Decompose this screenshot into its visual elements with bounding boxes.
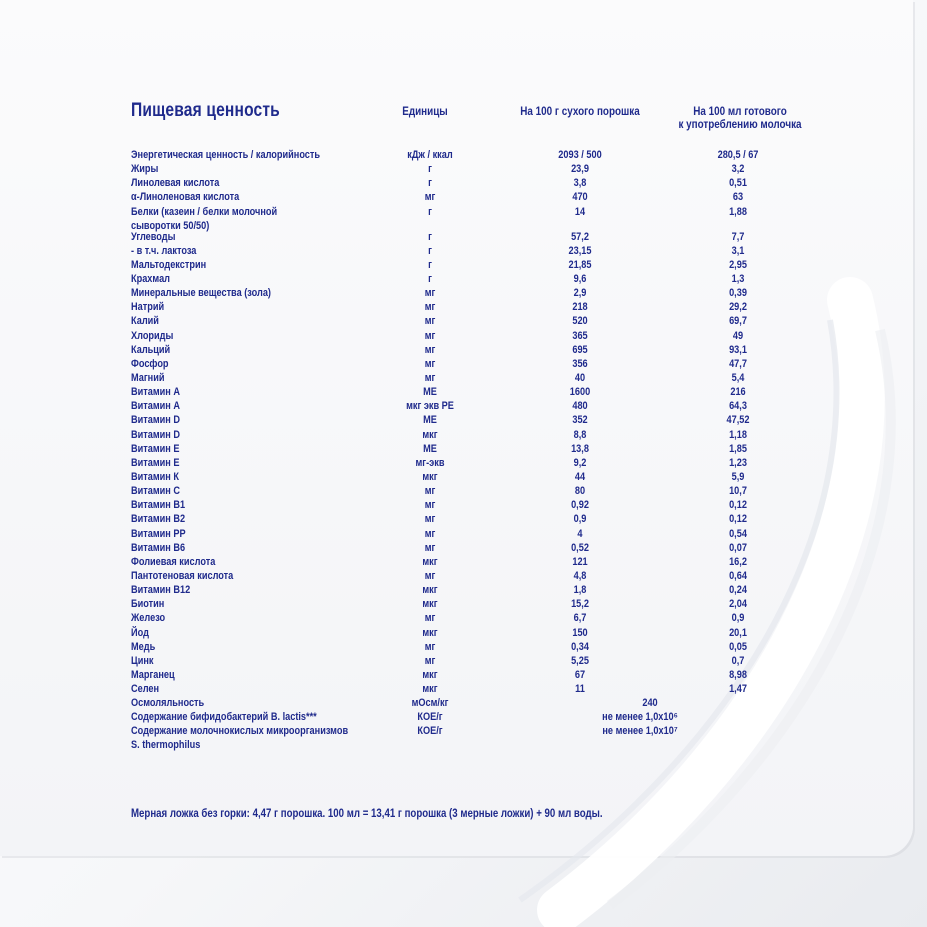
- nutrient-name-line: Хлориды: [131, 329, 174, 342]
- unit-cell: г: [428, 230, 432, 243]
- table-row: [0, 654, 927, 668]
- dry-value-cell: 0,52: [571, 541, 589, 554]
- nutrient-name-line: Витамин А: [131, 386, 181, 399]
- nutrient-name-line: Крахмал: [131, 272, 171, 285]
- nutrient-name-line: Марганец: [131, 668, 175, 681]
- dry-value-cell: 15,2: [571, 598, 589, 611]
- nutrient-name-line: Витамин К: [131, 470, 179, 483]
- unit-cell: КОЕ/г: [417, 725, 443, 738]
- table-row: [0, 258, 927, 272]
- table-row: [0, 148, 927, 162]
- unit-cell: МЕ: [423, 386, 437, 399]
- nutrient-name-line: Витамин D: [131, 428, 181, 441]
- table-row: [0, 314, 927, 328]
- footnote: Мерная ложка без горки: 4,47 г порошка. 100 мл = 13,41 г порошка (3 мерные ложки) + 90 мл воды.: [131, 808, 603, 820]
- ready-value-cell: 5,9: [731, 470, 745, 483]
- merged-value-cell: 240: [642, 697, 658, 710]
- nutrient-name: [131, 329, 344, 343]
- ready-value-cell: 0,54: [729, 527, 747, 540]
- ready-value-cell: 93,1: [729, 343, 747, 356]
- ready-value-cell: 0,51: [729, 177, 747, 190]
- table-row: [0, 470, 927, 484]
- nutrient-name-line: Мальтодекстрин: [131, 258, 207, 271]
- dry-value-cell: 352: [572, 414, 588, 427]
- nutrient-name-line: Биотин: [131, 598, 165, 611]
- nutrient-name-line: Содержание бифидобактерий B. lactis***: [131, 711, 317, 724]
- nutrient-name-line: Витамин D: [131, 414, 181, 427]
- nutrient-name-line: Содержание молочнокислых микроорганизмов: [131, 725, 349, 738]
- nutrient-name: [131, 626, 344, 640]
- dry-value-cell: 6,7: [573, 612, 587, 625]
- unit-cell: мг: [424, 541, 436, 554]
- nutrient-name: [131, 399, 344, 413]
- table-row: [0, 626, 927, 640]
- unit-cell: мг: [424, 654, 436, 667]
- dry-value-cell: 23,15: [568, 244, 592, 257]
- nutrient-name: [131, 640, 344, 654]
- nutrient-name: [131, 314, 344, 328]
- ready-value-cell: 5,4: [731, 371, 745, 384]
- nutrient-name: [131, 696, 344, 710]
- nutrient-name: [131, 555, 344, 569]
- ready-value-cell: 1,18: [729, 428, 747, 441]
- page-title: Пищевая ценность: [131, 100, 280, 121]
- dry-value-cell: 480: [572, 400, 588, 413]
- nutrient-name: [131, 272, 344, 286]
- unit-cell: мкг: [422, 598, 438, 611]
- table-row: [0, 428, 927, 442]
- nutrient-name: [131, 668, 344, 682]
- ready-value-cell: 0,7: [731, 654, 745, 667]
- dry-value-cell: 4: [577, 527, 583, 540]
- unit-cell: мг: [424, 315, 436, 328]
- ready-value-cell: 47,7: [729, 357, 747, 370]
- nutrient-name: [131, 512, 344, 526]
- unit-cell: г: [428, 258, 432, 271]
- nutrient-name-line: Минеральные вещества (зола): [131, 287, 271, 300]
- nutrient-name: [131, 428, 344, 442]
- nutrient-name-line: Магний: [131, 371, 165, 384]
- ready-value-cell: 0,05: [729, 640, 747, 653]
- unit-cell: г: [428, 205, 432, 218]
- unit-cell: мг: [424, 612, 436, 625]
- dry-value-cell: 2,9: [573, 287, 587, 300]
- dry-value-cell: 0,9: [573, 513, 587, 526]
- nutrient-name-line: сыворотки 50/50): [131, 219, 210, 232]
- merged-value-cell: не менее 1,0х10⁷: [602, 725, 678, 738]
- ready-value-cell: 0,12: [729, 513, 747, 526]
- ready-value-cell: 20,1: [729, 626, 747, 639]
- nutrient-name: [131, 442, 344, 456]
- dry-value-cell: 80: [574, 485, 586, 498]
- table-row: [0, 371, 927, 385]
- unit-cell: кДж / ккал: [407, 149, 453, 161]
- ready-value-cell: 0,64: [729, 569, 747, 582]
- dry-value-cell: 356: [572, 357, 588, 370]
- unit-cell: мкг: [422, 584, 438, 597]
- ready-value-cell: 0,12: [729, 499, 747, 512]
- nutrient-name: [131, 230, 344, 244]
- nutrient-name: [131, 724, 349, 752]
- dry-value-cell: 470: [572, 191, 588, 204]
- nutrient-name: [131, 244, 344, 258]
- column-header-ready-line1: На 100 мл готового: [693, 106, 787, 118]
- ready-value-cell: 1,3: [731, 272, 745, 285]
- nutrient-name-line: Жиры: [131, 163, 159, 176]
- table-row: [0, 668, 927, 682]
- table-row: [0, 583, 927, 597]
- dry-value-cell: 67: [574, 668, 586, 681]
- nutrient-name-line: S. thermophilus: [131, 739, 201, 752]
- nutrient-name-line: Фосфор: [131, 357, 169, 370]
- nutrient-name: [131, 371, 344, 385]
- nutrient-name: [131, 162, 344, 176]
- nutrient-name: [131, 205, 344, 233]
- table-row: [0, 724, 927, 752]
- ready-value-cell: 49: [732, 329, 744, 342]
- dry-value-cell: 9,6: [573, 272, 587, 285]
- ready-value-cell: 0,07: [729, 541, 747, 554]
- table-row: [0, 569, 927, 583]
- table-row: [0, 484, 927, 498]
- ready-value-cell: 29,2: [729, 301, 747, 314]
- table-row: [0, 597, 927, 611]
- ready-value-cell: 47,52: [726, 414, 750, 427]
- ready-value-cell: 0,9: [731, 612, 745, 625]
- ready-value-cell: 280,5 / 67: [717, 149, 759, 161]
- dry-value-cell: 0,34: [571, 640, 589, 653]
- nutrient-name-line: Железо: [131, 612, 166, 625]
- unit-cell: МЕ: [423, 414, 437, 427]
- nutrient-name: [131, 300, 344, 314]
- dry-value-cell: 0,92: [571, 499, 589, 512]
- unit-cell: мг: [424, 569, 436, 582]
- table-row: [0, 555, 927, 569]
- nutrient-name-line: Витамин В12: [131, 584, 191, 597]
- ready-value-cell: 1,85: [729, 442, 747, 455]
- nutrient-name-line: Натрий: [131, 301, 165, 314]
- dry-value-cell: 11: [575, 683, 585, 696]
- dry-value-cell: 520: [572, 315, 588, 328]
- table-row: [0, 329, 927, 343]
- dry-value-cell: 1600: [569, 386, 591, 399]
- dry-value-cell: 150: [572, 626, 588, 639]
- nutrient-name-line: Йод: [131, 626, 149, 639]
- nutrient-name-line: Фолиевая кислота: [131, 555, 216, 568]
- table-row: [0, 710, 927, 724]
- table-row: [0, 162, 927, 176]
- unit-cell: мг: [424, 640, 436, 653]
- nutrient-name: [131, 343, 344, 357]
- ready-value-cell: 2,95: [729, 258, 747, 271]
- nutrient-name: [131, 190, 344, 204]
- nutrient-name-line: Витамин В6: [131, 541, 186, 554]
- nutrient-name: [131, 470, 344, 484]
- ready-value-cell: 2,04: [729, 598, 747, 611]
- nutrient-name-line: Энергетическая ценность / калорийность: [131, 149, 321, 161]
- nutrient-name: [131, 357, 344, 371]
- table-row: [0, 286, 927, 300]
- nutrient-name-line: Селен: [131, 683, 160, 696]
- unit-cell: мкг: [422, 555, 438, 568]
- unit-cell: мг: [424, 527, 436, 540]
- nutrient-name-line: Витамин А: [131, 400, 181, 413]
- unit-cell: мОсм/кг: [411, 697, 449, 710]
- table-row: [0, 190, 927, 204]
- nutrient-name-line: Витамин В1: [131, 499, 186, 512]
- nutrient-name-line: Углеводы: [131, 230, 176, 243]
- nutrient-name-line: Цинк: [131, 654, 154, 667]
- nutrient-name: [131, 710, 344, 724]
- nutrient-name: [131, 413, 344, 427]
- unit-cell: мг: [424, 371, 436, 384]
- unit-cell: г: [428, 272, 432, 285]
- ready-value-cell: 3,2: [731, 163, 745, 176]
- nutrient-name-line: Кальций: [131, 343, 171, 356]
- nutrient-name-line: Линолевая кислота: [131, 177, 220, 190]
- column-header-ready-line2: к употреблению молочка: [678, 119, 802, 131]
- dry-value-cell: 1,8: [573, 584, 587, 597]
- nutrient-name-line: Белки (казеин / белки молочной: [131, 205, 278, 218]
- ready-value-cell: 1,88: [729, 205, 747, 218]
- ready-value-cell: 1,23: [729, 456, 747, 469]
- table-row: [0, 541, 927, 555]
- nutrient-name-line: Витамин Е: [131, 456, 180, 469]
- unit-cell: мг: [424, 513, 436, 526]
- table-row: [0, 399, 927, 413]
- nutrient-name-line: Калий: [131, 315, 159, 328]
- nutrient-name-line: Витамин Е: [131, 442, 180, 455]
- table-row: [0, 205, 927, 230]
- nutrient-name: [131, 682, 344, 696]
- nutrient-name: [131, 498, 344, 512]
- unit-cell: мг: [424, 329, 436, 342]
- ready-value-cell: 1,47: [729, 683, 747, 696]
- table-row: [0, 230, 927, 244]
- unit-cell: мкг экв РЕ: [406, 400, 454, 413]
- column-header-units: Единицы: [402, 106, 448, 118]
- unit-cell: мкг: [422, 428, 438, 441]
- table-row: [0, 343, 927, 357]
- table-row: [0, 176, 927, 190]
- table-row: [0, 498, 927, 512]
- unit-cell: г: [428, 244, 432, 257]
- unit-cell: мг: [424, 191, 436, 204]
- table-row: [0, 512, 927, 526]
- merged-value-cell: не менее 1,0х10⁶: [602, 711, 678, 724]
- nutrient-name: [131, 569, 344, 583]
- nutrient-name: [131, 611, 344, 625]
- unit-cell: г: [428, 177, 432, 190]
- ready-value-cell: 8,98: [729, 668, 747, 681]
- nutrient-name: [131, 176, 344, 190]
- ready-value-cell: 63: [732, 191, 744, 204]
- table-row: [0, 696, 927, 710]
- nutrient-name: [131, 456, 344, 470]
- nutrient-name: [131, 385, 344, 399]
- table-row: [0, 640, 927, 654]
- unit-cell: мг-экв: [415, 456, 445, 469]
- table-row: [0, 272, 927, 286]
- dry-value-cell: 13,8: [571, 442, 589, 455]
- unit-cell: МЕ: [423, 442, 437, 455]
- dry-value-cell: 21,85: [568, 258, 592, 271]
- unit-cell: мг: [424, 485, 436, 498]
- nutrient-name: [131, 597, 344, 611]
- dry-value-cell: 2093 / 500: [558, 149, 602, 161]
- unit-cell: мг: [424, 301, 436, 314]
- unit-cell: мкг: [422, 668, 438, 681]
- unit-cell: мкг: [422, 470, 438, 483]
- dry-value-cell: 4,8: [573, 569, 587, 582]
- dry-value-cell: 57,2: [571, 230, 589, 243]
- table-row: [0, 385, 927, 399]
- nutrient-name: [131, 583, 344, 597]
- nutrient-name-line: - в т.ч. лактоза: [131, 244, 197, 257]
- ready-value-cell: 64,3: [729, 400, 747, 413]
- dry-value-cell: 40: [574, 371, 586, 384]
- dry-value-cell: 5,25: [571, 654, 589, 667]
- dry-value-cell: 14: [574, 205, 586, 218]
- table-row: [0, 682, 927, 696]
- table-row: [0, 527, 927, 541]
- unit-cell: КОЕ/г: [417, 711, 443, 724]
- dry-value-cell: 8,8: [573, 428, 587, 441]
- nutrient-name: [131, 654, 344, 668]
- nutrient-name: [131, 286, 344, 300]
- nutrient-name-line: Витамин РР: [131, 527, 186, 540]
- unit-cell: мкг: [422, 626, 438, 639]
- ready-value-cell: 7,7: [731, 230, 745, 243]
- ready-value-cell: 0,24: [729, 584, 747, 597]
- column-header-dry: На 100 г сухого порошка: [520, 106, 640, 118]
- nutrient-name: [131, 484, 344, 498]
- unit-cell: мг: [424, 343, 436, 356]
- nutrient-name: [131, 541, 344, 555]
- nutrient-name-line: Витамин С: [131, 485, 181, 498]
- nutrient-name-line: Пантотеновая кислота: [131, 569, 234, 582]
- unit-cell: мг: [424, 357, 436, 370]
- dry-value-cell: 365: [572, 329, 588, 342]
- ready-value-cell: 69,7: [729, 315, 747, 328]
- nutrient-name: [131, 527, 344, 541]
- dry-value-cell: 695: [572, 343, 588, 356]
- table-row: [0, 611, 927, 625]
- ready-value-cell: 10,7: [729, 485, 747, 498]
- nutrient-name: [131, 148, 344, 162]
- table-row: [0, 244, 927, 258]
- unit-cell: мг: [424, 287, 436, 300]
- unit-cell: мкг: [422, 683, 438, 696]
- nutrient-name-line: Осмоляльность: [131, 697, 205, 710]
- table-row: [0, 413, 927, 427]
- table-row: [0, 456, 927, 470]
- table-row: [0, 357, 927, 371]
- dry-value-cell: 218: [572, 301, 588, 314]
- nutrient-name-line: α-Линоленовая кислота: [131, 191, 240, 204]
- table-row: [0, 442, 927, 456]
- nutrient-name-line: Медь: [131, 640, 156, 653]
- unit-cell: мг: [424, 499, 436, 512]
- nutrient-name-line: Витамин В2: [131, 513, 186, 526]
- table-body: [0, 148, 927, 752]
- ready-value-cell: 216: [730, 386, 746, 399]
- column-header-ready: [671, 106, 809, 132]
- ready-value-cell: 3,1: [731, 244, 745, 257]
- nutrient-name: [131, 258, 344, 272]
- ready-value-cell: 16,2: [729, 555, 747, 568]
- dry-value-cell: 9,2: [573, 456, 587, 469]
- dry-value-cell: 23,9: [571, 163, 589, 176]
- dry-value-cell: 121: [572, 555, 588, 568]
- unit-cell: г: [428, 163, 432, 176]
- dry-value-cell: 3,8: [573, 177, 587, 190]
- dry-value-cell: 44: [574, 470, 586, 483]
- table-row: [0, 300, 927, 314]
- ready-value-cell: 0,39: [729, 287, 747, 300]
